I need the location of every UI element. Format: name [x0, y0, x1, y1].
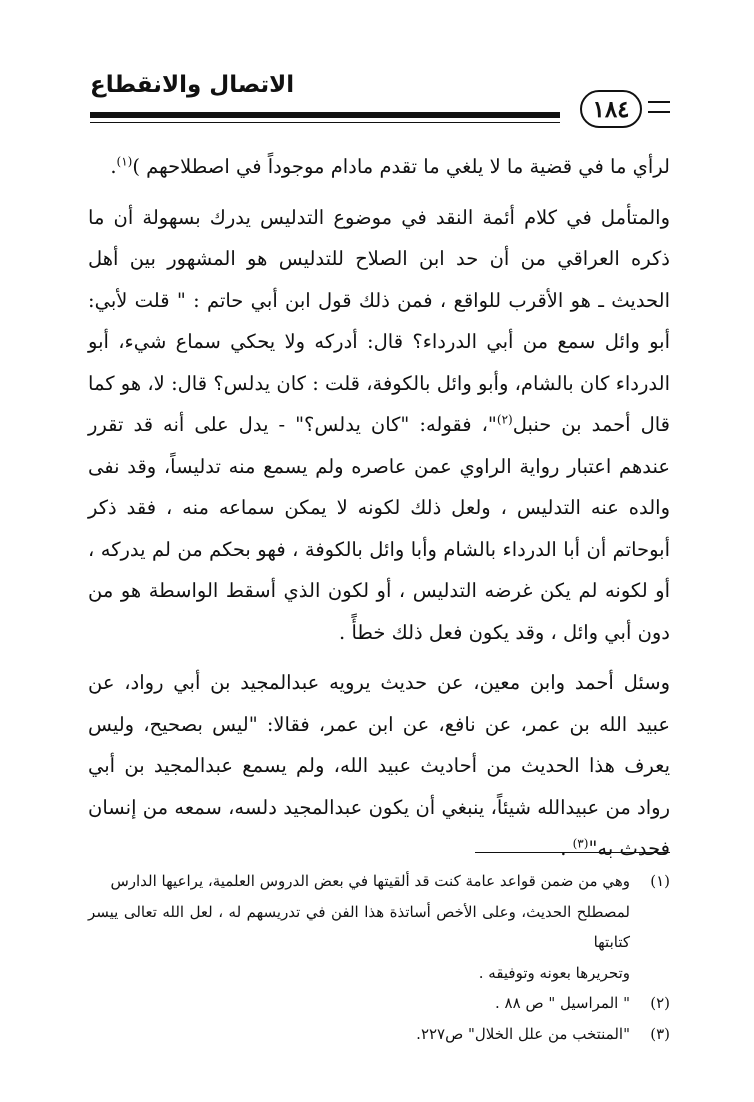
page-number-badge [580, 90, 642, 128]
footnote-number: (٣) [650, 1024, 670, 1043]
footnote-2: (٢)" المراسيل " ص ٨٨ . [88, 988, 670, 1019]
running-header [90, 62, 670, 132]
body-text [88, 146, 670, 870]
footnote-ref-3: (٣) [572, 836, 589, 851]
header-rule-thin [90, 122, 560, 123]
footnote-3: (٣)"المنتخب من علل الخلال" ص٢٢٧. [88, 1019, 670, 1050]
footnote-ref-2: (٢) [496, 412, 513, 427]
footnote-separator [475, 852, 670, 853]
header-ornament-lines [648, 101, 670, 113]
footnote-number: (١) [650, 872, 670, 890]
page-number: ١٨٤ [592, 95, 630, 123]
paragraph-3: وسئل أحمد وابن معين، عن حديث يرويه عبدالمجيد بن أبي رواد، عن عبيد الله بن عمر، عن نافع، عن ابن عمر، فقالا: "ليس بصحيح، وليس يعرف هذا الحديث من أحاديث عبيد الله، ولم يسمع عبدالمجيد بن أبي رواد من عبيدالله شيئاً، ينبغي أن يكون عبدالمجيد دلسه، سمعه من إنسان فحدث به"$^{(٣)}$ . [88, 671, 670, 860]
paragraph-1: لرأي ما في قضية ما لا يلغي ما تقدم مادام موجوداً في اصطلاحهم )$^{(١)}$. [110, 154, 670, 178]
footnotes [88, 866, 670, 1049]
footnote-1-line-3: وتحريرها بعونه وتوفيقه . [478, 963, 630, 982]
book-title: الاتصال والانقطاع [90, 72, 295, 98]
footnote-1: (١)وهي من ضمن قواعد عامة كنت قد ألقيتها في بعض الدروس العلمية، يراعيها الدارس [88, 866, 670, 897]
footnote-number: (٢) [650, 994, 670, 1012]
paragraph-2: والمتأمل في كلام أئمة النقد في موضوع التدليس يدرك بسهولة أن ما ذكره العراقي من أن حد ابن الصلاح للتدليس هو المشهور بين أهل الحديث ـ هو الأقرب للواقع ، فمن ذلك قول ابن أبي حاتم : " قلت لأبي: أبو وائل سمع من أبي الدرداء؟ قال: أدركه ولا يحكي سماع شيء، أبو الدرداء كان بالشام، وأبو وائل بالكوفة، قلت : كان يدلس؟ قال: لا، هو كما قال أحمد بن حنبل$^{(٢)}$"، فقوله: "كان يدلس؟" - يدل على أنه قد تقرر عندهم اعتبار رواية الراوي عمن عاصره ولم يسمع منه تدليساً، وقد نفى والده عنه التدليس ، ولعل ذلك لكونه لا يمكن سماعه منه ، فقد ذكر أبوحاتم أن أبا الدرداء بالشام وأبا وائل بالكوفة ، فهو بحكم من لم يدركه ، أو لكونه لم يكن غرضه التدليس ، أو لكون الذي أسقط الواسطة هو من دون أبي وائل ، وقد يكون فعل ذلك خطأً . [88, 205, 670, 644]
footnote-ref-1: (١) [116, 154, 133, 169]
footnote-1-line-2: لمصطلح الحديث، وعلى الأخص أساتذة هذا الفن في تدريسهم له ، لعل الله تعالى ييسر كتابتها [88, 902, 630, 951]
header-rule-thick [90, 112, 560, 118]
